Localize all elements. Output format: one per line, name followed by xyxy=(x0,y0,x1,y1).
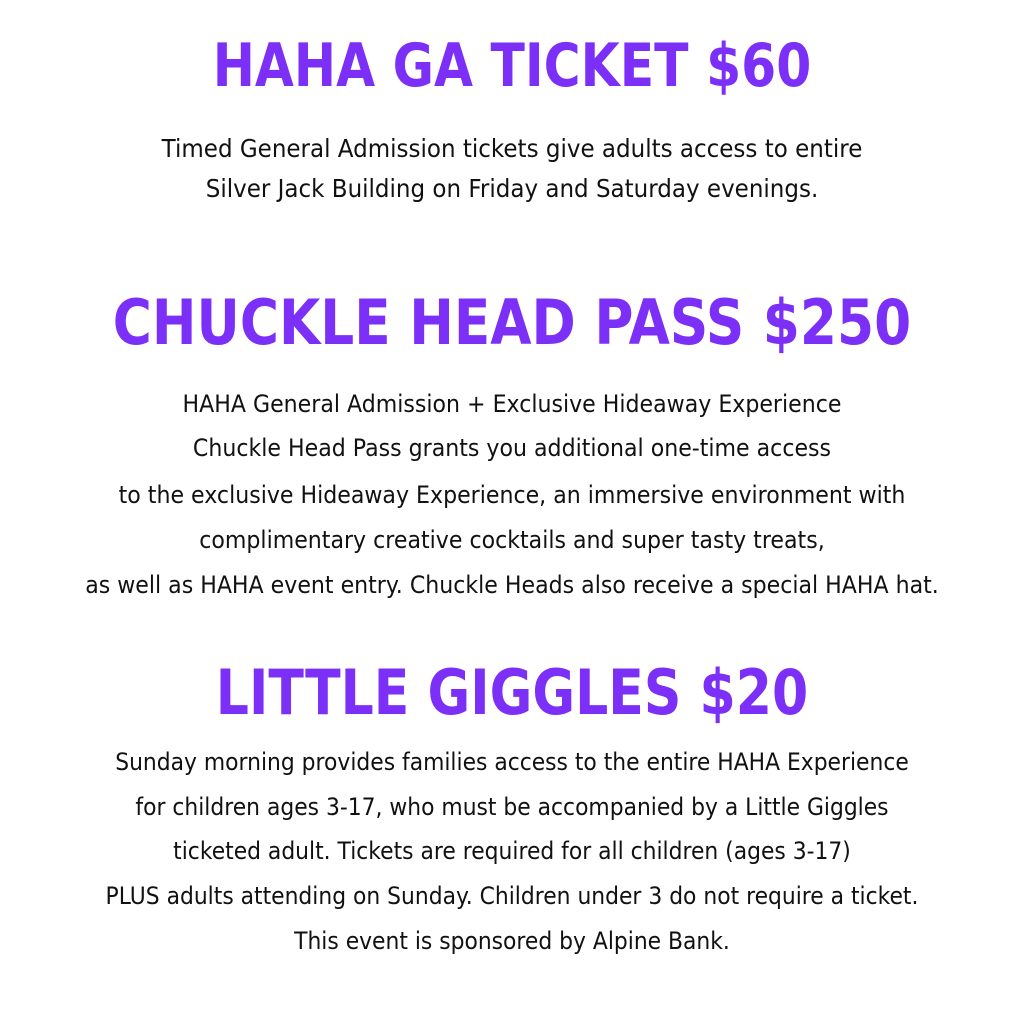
ga-ticket-description-line: Silver Jack Building on Friday and Saturday evenings. xyxy=(205,174,819,203)
chuckle-head-pass-description-line: to the exclusive Hideaway Experience, an immersive environment with xyxy=(118,481,906,509)
little-giggles-description-line: ticketed adult. Tickets are required for all children (ages 3-17) xyxy=(173,837,851,865)
little-giggles-description-line: for children ages 3-17, who must be accompanied by a Little Giggles xyxy=(135,793,889,821)
ga-ticket-heading: HAHA GA TICKET $60 xyxy=(212,31,812,101)
little-giggles-description-line: PLUS adults attending on Sunday. Children under 3 do not require a ticket. xyxy=(105,882,919,910)
little-giggles-heading: LITTLE GIGGLES $20 xyxy=(215,656,809,729)
ga-ticket-description-line: Timed General Admission tickets give adults access to entire xyxy=(161,134,863,163)
chuckle-head-pass-description-line: as well as HAHA event entry. Chuckle Heads also receive a special HAHA hat. xyxy=(85,571,939,599)
chuckle-head-pass-heading: CHUCKLE HEAD PASS $250 xyxy=(112,286,912,359)
chuckle-head-pass-subtitle: HAHA General Admission + Exclusive Hideaway Experience xyxy=(182,390,842,418)
little-giggles-sponsor-line: This event is sponsored by Alpine Bank. xyxy=(294,927,730,955)
little-giggles-description-line: Sunday morning provides families access to the entire HAHA Experience xyxy=(115,748,909,776)
chuckle-head-pass-description-line: complimentary creative cocktails and super tasty treats, xyxy=(199,526,825,554)
chuckle-head-pass-description-line: Chuckle Head Pass grants you additional one-time access xyxy=(192,434,832,462)
